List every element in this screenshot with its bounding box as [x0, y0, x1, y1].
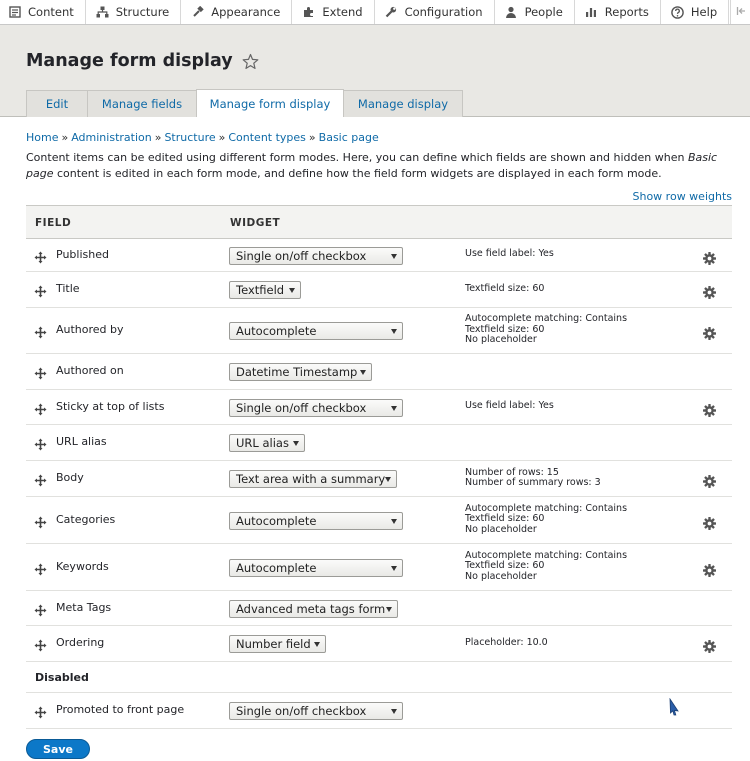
field-label: Promoted to front page — [56, 703, 185, 716]
table-row-title — [26, 272, 732, 308]
toolbar-label: Content — [28, 5, 74, 19]
widget-summary-line: Number of summary rows: 3 — [465, 477, 601, 488]
field-label: Ordering — [56, 636, 105, 649]
toolbar-item-content[interactable] — [0, 0, 86, 24]
widget-summary-line: Use field label: Yes — [465, 248, 554, 260]
star-icon[interactable] — [242, 53, 259, 70]
table-row-url-alias — [26, 425, 732, 461]
field-label: Meta Tags — [56, 600, 112, 614]
field-label: Published — [56, 247, 109, 261]
widget-select[interactable] — [229, 512, 403, 530]
toolbar-label: Help — [690, 5, 718, 19]
widget-select[interactable] — [229, 470, 397, 488]
structure-icon — [96, 6, 109, 19]
tab-edit[interactable]: Edit — [26, 90, 88, 117]
widget-summary-line: Autocomplete matching: Contains — [465, 313, 628, 325]
widget-select-value: URL alias — [236, 436, 289, 450]
table-row-body — [26, 461, 732, 497]
help-text-part: content is edited in each form mode, and define how the field form widgets are displayed in each form mode. — [53, 166, 662, 180]
field-label: Sticky at top of lists — [56, 399, 165, 413]
field-label: Body — [56, 471, 84, 484]
help-text-emphasis: Basic page — [26, 151, 718, 180]
drag-handle-icon[interactable] — [34, 472, 47, 485]
toolbar-label: People — [524, 5, 563, 19]
widget-select-value: Single on/off checkbox — [236, 704, 367, 718]
primary-tabs — [26, 90, 462, 117]
gear-icon[interactable] — [703, 515, 716, 528]
drag-handle-icon[interactable] — [34, 324, 47, 337]
help-text-part: Content items can be edited using different form modes. Here, you can define which fields are shown and hidden when — [26, 151, 688, 164]
chevron-down-icon — [385, 477, 391, 482]
page-header — [0, 25, 750, 117]
region-disabled — [26, 662, 732, 693]
breadcrumb-content-types[interactable]: Content types — [228, 131, 306, 144]
table-row-ordering — [26, 626, 732, 662]
field-label: Authored on — [56, 364, 124, 377]
toolbar-orientation-toggle[interactable] — [730, 0, 750, 24]
field-label: Categories — [56, 512, 116, 526]
widget-select-value: Autocomplete — [236, 560, 317, 575]
field-label: Title — [56, 282, 80, 295]
drag-handle-icon[interactable] — [34, 436, 47, 449]
widget-select[interactable] — [229, 247, 403, 265]
toolbar-item-reports[interactable] — [575, 0, 661, 24]
drag-handle-icon[interactable] — [34, 561, 47, 574]
page-title — [26, 51, 259, 71]
toolbar-item-extend[interactable] — [292, 0, 374, 24]
drag-handle-icon[interactable] — [34, 637, 47, 650]
widget-select-value: Single on/off checkbox — [236, 400, 367, 415]
widget-summary-line: Number of rows: 15 — [465, 466, 559, 478]
widget-summary — [465, 249, 554, 260]
widget-summary-line: No placeholder — [465, 570, 537, 582]
chevron-down-icon — [391, 406, 397, 411]
toolbar-item-structure[interactable] — [86, 0, 182, 24]
content-icon — [8, 6, 21, 19]
drag-handle-icon[interactable] — [34, 602, 47, 615]
table-row-published — [26, 239, 732, 272]
widget-summary-line: Textfield size: 60 — [465, 513, 545, 525]
chevron-down-icon — [386, 607, 392, 612]
chevron-down-icon — [391, 566, 397, 571]
widget-summary-line: Textfield size: 60 — [465, 560, 545, 572]
people-icon — [505, 6, 518, 19]
chevron-down-icon — [391, 709, 397, 714]
mouse-cursor-icon — [668, 698, 680, 716]
column-header-widget: WIDGET — [230, 217, 281, 229]
column-header-field: FIELD — [35, 217, 72, 229]
widget-summary-line: No placeholder — [465, 523, 537, 535]
drag-handle-icon[interactable] — [34, 283, 47, 296]
table-header — [26, 205, 732, 239]
table-row-keywords — [26, 544, 732, 591]
toolbar-label: Configuration — [404, 5, 483, 19]
widget-summary — [465, 468, 601, 489]
toolbar-label: Reports — [604, 5, 649, 19]
admin-toolbar — [0, 0, 750, 25]
chevron-down-icon — [314, 642, 320, 647]
chevron-down-icon — [391, 329, 397, 334]
widget-summary-line: Use field label: Yes — [465, 400, 554, 412]
widget-summary-line: Textfield size: 60 — [465, 323, 545, 335]
breadcrumb-basic-page[interactable]: Basic page — [318, 131, 379, 144]
appearance-icon — [191, 6, 204, 19]
drag-handle-icon[interactable] — [34, 514, 47, 527]
widget-select[interactable] — [229, 702, 403, 720]
drag-handle-icon[interactable] — [34, 704, 47, 717]
widget-summary — [465, 504, 627, 536]
chevron-down-icon — [293, 441, 299, 446]
widget-summary — [465, 638, 548, 649]
chevron-down-icon — [391, 254, 397, 259]
table-row-meta-tags — [26, 591, 732, 626]
gear-icon[interactable] — [703, 284, 716, 297]
extend-icon — [302, 6, 315, 19]
breadcrumb-structure[interactable]: Structure — [164, 131, 216, 144]
breadcrumb-separator: » — [218, 131, 226, 144]
field-label: URL alias — [56, 435, 107, 448]
field-label: Keywords — [56, 559, 109, 573]
widget-summary-line: Autocomplete matching: Contains — [465, 502, 628, 514]
widget-select[interactable] — [229, 399, 403, 417]
widget-select[interactable] — [229, 600, 398, 618]
widget-select[interactable] — [229, 559, 403, 577]
breadcrumb-separator: » — [61, 131, 69, 144]
widget-summary — [465, 401, 554, 412]
help-text — [26, 150, 734, 181]
field-label: Authored by — [56, 323, 124, 336]
toolbar-label: Appearance — [211, 5, 281, 19]
toolbar-item-help[interactable] — [661, 0, 729, 24]
chevron-down-icon — [360, 370, 366, 375]
widget-select-value: Textfield — [236, 283, 285, 297]
widget-select[interactable] — [229, 363, 372, 381]
show-row-weights-link[interactable]: Show row weights — [632, 190, 732, 203]
table-row-sticky-at-top-of-lists — [26, 390, 732, 425]
widget-select-value: Autocomplete — [236, 513, 317, 528]
widget-select-value: Datetime Timestamp — [236, 365, 358, 379]
breadcrumb-home[interactable]: Home — [26, 131, 59, 144]
widget-select-value: Advanced meta tags form — [236, 601, 386, 616]
widget-select[interactable] — [229, 281, 301, 299]
widget-summary-line: No placeholder — [465, 334, 537, 346]
tab-manage-form-display[interactable]: Manage form display — [196, 89, 344, 117]
table-row-promoted-to-front-page — [26, 693, 732, 729]
chevron-down-icon — [289, 288, 295, 293]
table-row-authored-by — [26, 308, 732, 354]
save-button[interactable]: Save — [26, 739, 90, 759]
breadcrumb-administration[interactable]: Administration — [71, 131, 152, 144]
arrow-left-icon — [736, 5, 746, 19]
widget-select-value: Number field — [236, 637, 311, 651]
gear-icon[interactable] — [703, 402, 716, 415]
table-row-categories — [26, 497, 732, 544]
widget-summary — [465, 284, 544, 295]
gear-icon[interactable] — [703, 250, 716, 263]
widget-summary-line: Autocomplete matching: Contains — [465, 549, 628, 561]
drag-handle-icon[interactable] — [34, 249, 47, 262]
gear-icon[interactable] — [703, 325, 716, 338]
table-row-authored-on — [26, 354, 732, 390]
gear-icon[interactable] — [703, 473, 716, 486]
reports-icon — [585, 6, 598, 19]
breadcrumb — [26, 131, 379, 144]
toolbar-label: Extend — [322, 5, 363, 19]
region-disabled-label: Disabled — [35, 671, 89, 684]
toolbar-item-people[interactable] — [495, 0, 575, 24]
tab-manage-fields[interactable]: Manage fields — [87, 90, 197, 117]
gear-icon[interactable] — [703, 638, 716, 651]
widget-select[interactable] — [229, 434, 305, 452]
toolbar-item-configuration[interactable] — [375, 0, 495, 24]
wrench-icon — [385, 6, 398, 19]
toolbar-label: Structure — [115, 5, 170, 19]
help-icon — [671, 6, 684, 19]
breadcrumb-separator: » — [308, 131, 316, 144]
widget-select[interactable] — [229, 322, 403, 340]
widget-select-value: Text area with a summary — [236, 472, 386, 486]
drag-handle-icon[interactable] — [34, 365, 47, 378]
page-title-text: Manage form display — [26, 51, 233, 71]
widget-select-value: Autocomplete — [236, 324, 317, 338]
gear-icon[interactable] — [703, 562, 716, 575]
widget-summary — [465, 314, 627, 346]
tab-manage-display[interactable]: Manage display — [343, 90, 463, 117]
widget-summary — [465, 551, 627, 583]
widget-select-value: Single on/off checkbox — [236, 248, 367, 263]
widget-summary-line: Placeholder: 10.0 — [465, 636, 548, 648]
toolbar-item-appearance[interactable] — [181, 0, 292, 24]
breadcrumb-separator: » — [154, 131, 162, 144]
widget-summary-line: Textfield size: 60 — [465, 282, 545, 294]
drag-handle-icon[interactable] — [34, 401, 47, 414]
widget-select[interactable] — [229, 635, 326, 653]
chevron-down-icon — [391, 519, 397, 524]
